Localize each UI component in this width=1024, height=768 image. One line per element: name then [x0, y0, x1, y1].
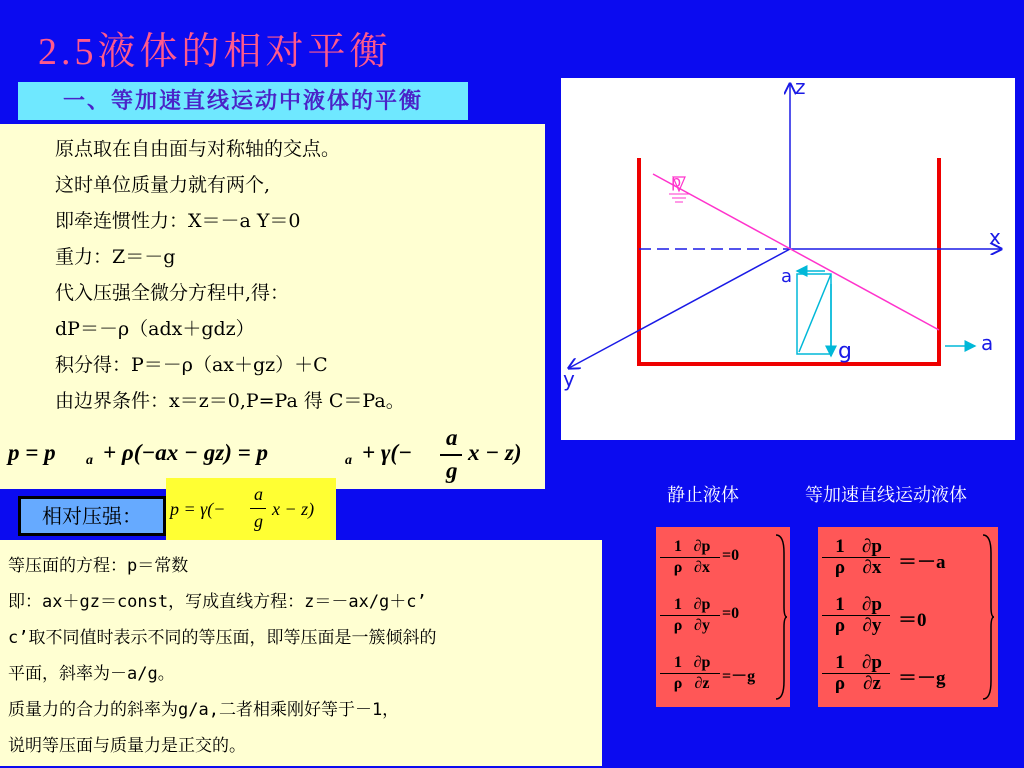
derivation-line: 代入压强全微分方程中,得：: [55, 282, 290, 304]
relative-pressure-label: 相对压强：: [18, 496, 166, 536]
tank-walls: [639, 158, 939, 364]
equation-subscript: a: [345, 453, 352, 468]
pressure-equation: [6, 425, 546, 485]
explanation-line: 等压面的方程：p＝常数: [8, 556, 189, 576]
rel-eq-right: x − z): [272, 499, 315, 519]
rel-eq-den: g: [254, 511, 263, 531]
equation-fraction-den: g: [446, 458, 458, 483]
equation-middle: + ρ(−ax − gz) = p: [103, 440, 268, 465]
derivation-line: 重力：Z＝－g: [55, 246, 176, 268]
inclined-free-surface: [653, 174, 939, 330]
explanation-line: 质量力的合力的斜率为g/a,二者相乘刚好等于－1，: [8, 700, 400, 720]
explanation-line: 即：ax＋gz＝const，写成直线方程：z＝－ax/g＋c’: [8, 592, 427, 612]
equation-gamma: + γ(−: [362, 440, 413, 465]
rel-eq-left: p = γ(−: [170, 499, 226, 519]
static-equations-box: 1 ρ ∂p ∂x =0 1 ρ ∂p ∂y =0 1 ρ ∂p ∂z =－g: [656, 527, 790, 707]
derivation-line: 积分得：P＝－ρ（ax＋gz）＋C: [55, 354, 328, 376]
accel-brace: [981, 533, 995, 701]
rel-eq-num: a: [254, 484, 263, 504]
equation-fraction-num: a: [446, 425, 458, 450]
equation-tail: x − z): [468, 440, 522, 465]
accel-eq-rhs: ＝－a: [898, 552, 946, 573]
label-g: g: [838, 339, 852, 364]
label-p: p: [671, 172, 682, 191]
slide-title: 2.5液体的相对平衡: [38, 31, 392, 73]
y-axis: [569, 249, 793, 368]
static-eq-rhs: =0: [722, 605, 740, 622]
section-subtitle: 一、等加速直线运动中液体的平衡: [18, 82, 468, 120]
accelerating-fluid-label: 等加速直线运动液体: [805, 485, 967, 506]
relative-pressure-equation: [166, 478, 336, 540]
label-z: z: [795, 78, 806, 99]
accel-eq-rhs: ＝0: [898, 610, 927, 631]
derivation-line: dP＝－ρ（adx＋gdz）: [55, 318, 255, 340]
static-eq-rhs: =－g: [722, 668, 756, 685]
accel-eq-rhs: ＝－g: [898, 668, 946, 689]
static-brace: [774, 533, 788, 701]
explanation-panel: [0, 540, 602, 766]
tank-diagram-svg: [561, 78, 1015, 440]
tank-diagram: [561, 78, 1015, 440]
equation-lhs: p = p: [8, 440, 56, 465]
derivation-line: 由边界条件：x＝z＝0,P=Pa 得 C＝Pa。: [55, 390, 405, 412]
derivation-line: 这时单位质量力就有两个,: [55, 174, 271, 196]
static-fluid-label: 静止液体: [667, 485, 739, 506]
label-a-inner: a: [781, 266, 793, 287]
derivation-line: 即牵连惯性力：X＝－a Y＝0: [55, 210, 301, 232]
derivation-line: 原点取在自由面与对称轴的交点。: [55, 138, 341, 160]
label-a-outer: a: [981, 331, 994, 355]
label-x: x: [989, 225, 1001, 249]
explanation-line: 平面，斜率为－a/g。: [8, 664, 175, 684]
equation-subscript: a: [86, 453, 93, 468]
explanation-line: 说明等压面与质量力是正交的。: [8, 736, 246, 756]
resultant-force: [799, 274, 831, 352]
label-y: y: [563, 367, 575, 391]
explanation-line: c’取不同值时表示不同的等压面，即等压面是一簇倾斜的: [8, 628, 437, 648]
static-eq-rhs: =0: [722, 547, 740, 564]
accelerating-equations-box: 1 ρ ∂p ∂x ＝－a 1 ρ ∂p ∂y ＝0 1 ρ ∂p ∂z ＝－g: [818, 527, 998, 707]
